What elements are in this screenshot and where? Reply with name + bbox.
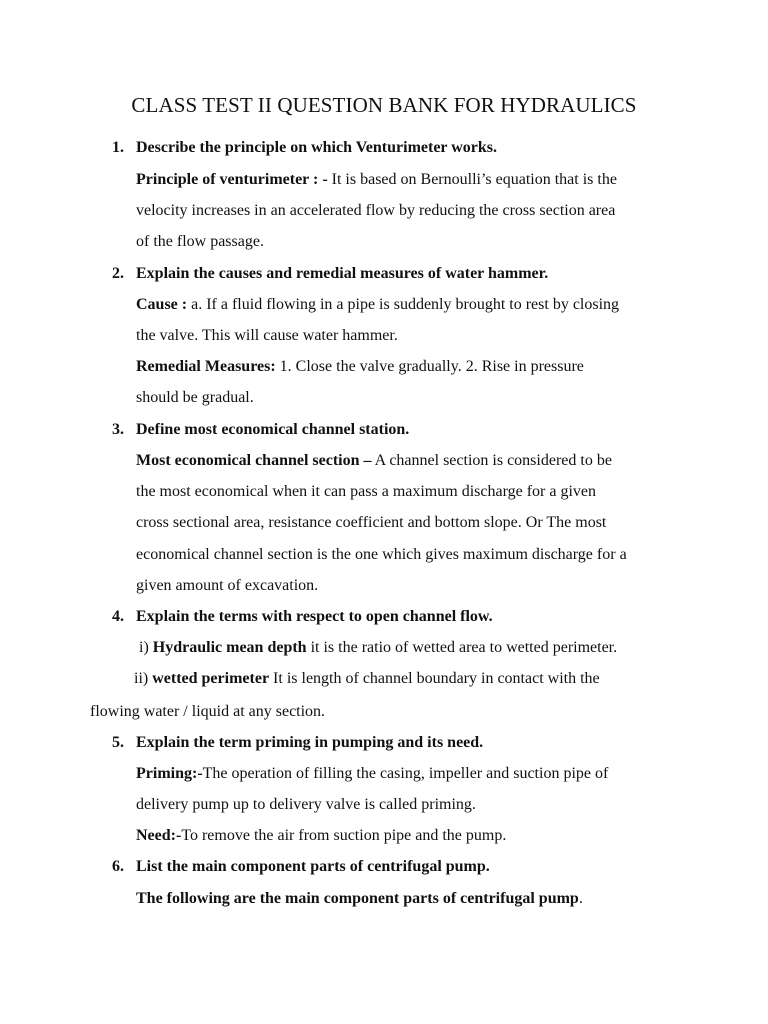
- answer-line: Cause : a. If a fluid flowing in a pipe is suddenly brought to rest by closing: [136, 296, 620, 313]
- question-text: Explain the terms with respect to open channel flow.: [136, 608, 493, 625]
- answer-label: Principle of venturimeter : -: [136, 171, 328, 188]
- answer-label: Hydraulic mean depth: [152, 639, 307, 656]
- answer-line: the most economical when it can pass a maximum discharge for a given: [136, 483, 597, 500]
- document-title: CLASS TEST II QUESTION BANK FOR HYDRAULICS: [131, 93, 637, 117]
- answer-line: flowing water / liquid at any section.: [90, 703, 326, 720]
- answer-line: the valve. This will cause water hammer.: [136, 327, 398, 344]
- answer-label: Priming:-: [136, 765, 203, 782]
- answer-line: Need:-To remove the air from suction pipe and the pump.: [136, 827, 507, 844]
- question-text: Explain the term priming in pumping and its need.: [136, 734, 484, 751]
- answer-label: Most economical channel section –: [136, 452, 372, 469]
- answer-line: velocity increases in an accelerated flow by reducing the cross section area: [136, 202, 616, 219]
- question-text: List the main component parts of centrifugal pump.: [136, 858, 490, 875]
- question-number: 1.: [112, 139, 124, 156]
- answer-line: delivery pump up to delivery valve is called priming.: [136, 796, 476, 813]
- answer-label: wetted perimeter: [152, 670, 270, 687]
- answer-line: Remedial Measures: 1. Close the valve gradually. 2. Rise in pressure: [136, 358, 584, 375]
- answer-line: given amount of excavation.: [136, 577, 319, 594]
- answer-line: of the flow passage.: [136, 233, 264, 250]
- answer-label: Need:-: [136, 827, 182, 844]
- answer-line: ii) wetted perimeter It is length of channel boundary in contact with the: [134, 670, 600, 687]
- answer-line: The following are the main component parts of centrifugal pump.: [136, 890, 583, 907]
- answer-line: i) Hydraulic mean depth it is the ratio of wetted area to wetted perimeter.: [139, 639, 618, 656]
- answer-line: economical channel section is the one which gives maximum discharge for a: [136, 546, 627, 563]
- question-number: 4.: [112, 608, 124, 625]
- question-number: 5.: [112, 734, 124, 751]
- answer-line: should be gradual.: [136, 389, 254, 406]
- question-text: Explain the causes and remedial measures of water hammer.: [136, 265, 549, 282]
- question-text: Describe the principle on which Venturimeter works.: [136, 139, 498, 156]
- answer-line: Principle of venturimeter : - It is based on Bernoulli’s equation that is the: [136, 171, 617, 188]
- question-number: 6.: [112, 858, 124, 875]
- answer-label: Remedial Measures:: [136, 358, 276, 375]
- answer-label: Cause :: [136, 296, 188, 313]
- question-number: 3.: [112, 421, 124, 438]
- answer-line: Priming:-The operation of filling the casing, impeller and suction pipe of: [136, 765, 609, 782]
- answer-line: cross sectional area, resistance coefficient and bottom slope. Or The most: [136, 514, 607, 531]
- question-number: 2.: [112, 265, 124, 282]
- answer-line: Most economical channel section – A channel section is considered to be: [136, 452, 612, 469]
- question-text: Define most economical channel station.: [136, 421, 410, 438]
